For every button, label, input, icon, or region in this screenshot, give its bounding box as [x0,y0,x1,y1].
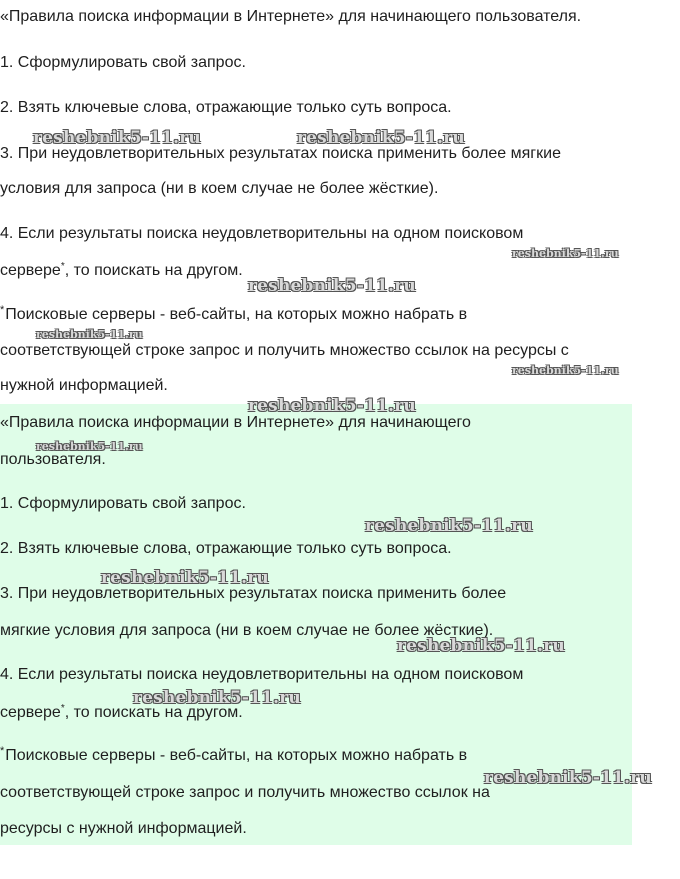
watermark: reshebnik5-11.ru [512,364,619,377]
block1-footnote-text: Поисковые серверы - веб-сайты, на которых можно набрать в [5,306,468,323]
block1-rule-4-line1: 4. Если результаты поиска неудовлетворительны на одном поисковом [0,225,524,242]
footnote-marker: * [0,745,5,757]
block1-rule-1: 1. Сформулировать свой запрос. [0,54,246,71]
block2-rule-3-line1: 3. При неудовлетворительных результатах поиска применить более [0,585,507,602]
block2-footnote-line1 [0,747,467,765]
watermark: reshebnik5-11.ru [101,568,269,588]
block1-footnote-line1 [0,306,467,324]
watermark: reshebnik5-11.ru [36,440,143,453]
watermark: reshebnik5-11.ru [484,768,652,788]
block2-rule-2: 2. Взять ключевые слова, отражающие только суть вопроса. [0,540,452,557]
block2-rule-3-line2: мягкие условия для запроса (ни в коем случае не более жёсткие). [0,622,494,639]
block2-footnote-text: Поисковые серверы - веб-сайты, на которых можно набрать в [5,747,468,764]
footnote-marker: * [60,703,65,714]
watermark: reshebnik5-11.ru [36,328,143,341]
block2-footnote-line3: ресурсы с нужной информацией. [0,820,247,837]
footnote-marker: * [60,261,65,272]
watermark: reshebnik5-11.ru [365,516,533,536]
block1-title: «Правила поиска информации в Интернете» для начинающего пользователя. [0,8,582,25]
block2-rule-4-text-a: сервере [0,704,61,721]
block1-rule-3-line1: 3. При неудовлетворительных результатах поиска применить более мягкие [0,145,561,162]
block2-rule-1: 1. Сформулировать свой запрос. [0,495,246,512]
block1-rule-4-line2 [0,261,243,280]
watermark: reshebnik5-11.ru [133,688,301,708]
block1-footnote-line2: соответствующей строке запрос и получить множество ссылок на ресурсы с [0,342,569,359]
block1-footnote-line3: нужной информацией. [0,377,168,394]
block2-title-line1: «Правила поиска информации в Интернете» для начинающего [0,414,471,431]
watermark: reshebnik5-11.ru [33,128,201,148]
watermark: reshebnik5-11.ru [248,396,416,416]
block2-rule-4-text-b: , то поискать на другом. [64,704,243,721]
block1-rule-4-text-a: сервере [0,262,61,279]
footnote-marker: * [0,304,5,316]
block1-rule-4-text-b: , то поискать на другом. [64,262,243,279]
block2-footnote-line2: соответствующей строке запрос и получить множество ссылок на [0,784,490,801]
block2-rule-4-line2 [0,703,243,722]
watermark: reshebnik5-11.ru [512,247,619,260]
watermark: reshebnik5-11.ru [397,636,565,656]
watermark: reshebnik5-11.ru [297,128,465,148]
block1-rule-3-line2: условия для запроса (ни в коем случае не более жёсткие). [0,180,439,197]
watermark: reshebnik5-11.ru [248,276,416,296]
block1-rule-2: 2. Взять ключевые слова, отражающие только суть вопроса. [0,99,452,116]
block2-title-line2: пользователя. [0,451,106,468]
block2-rule-4-line1: 4. Если результаты поиска неудовлетворительны на одном поисковом [0,666,524,683]
